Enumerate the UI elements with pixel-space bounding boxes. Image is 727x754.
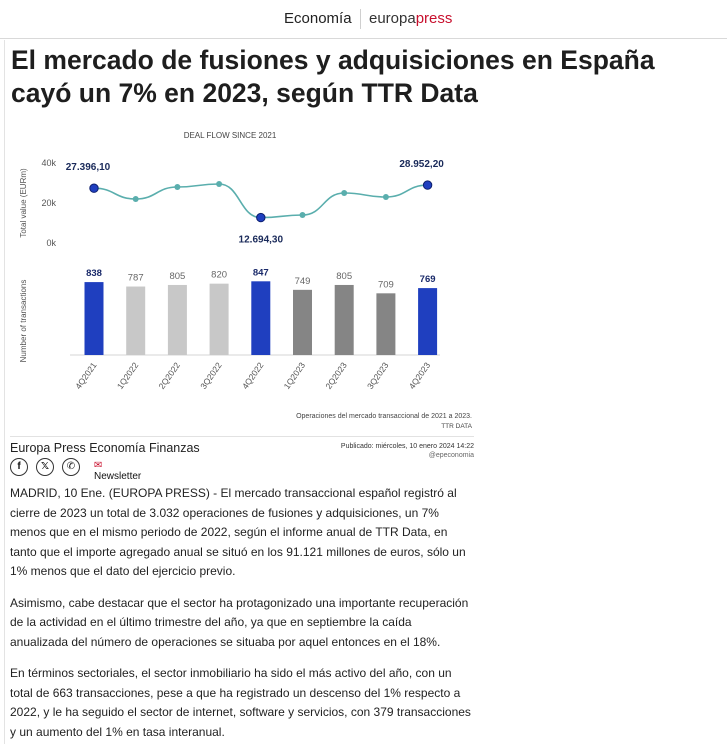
value-point [174, 184, 180, 190]
value-line [94, 184, 428, 218]
x-tick-label: 4Q2023 [406, 360, 433, 391]
paragraph: Asimismo, cabe destacar que el sector ha protagonizado una importante recuperación de la actividad en el último trimestre del año, ya que en septiembre la caída anualizada del número de operaciones se situaba por aquel entonces en el 18%. [10, 595, 469, 649]
line-y-tick-label: 40k [41, 158, 56, 168]
x-tick-label: 2Q2023 [323, 360, 349, 391]
transaction-bar [418, 288, 437, 355]
bar-data-label: 847 [252, 267, 269, 279]
x-tick-label: 4Q2021 [73, 360, 99, 391]
transaction-bar [126, 287, 145, 355]
value-point [383, 194, 389, 200]
brand-logo-part-a: europa [369, 10, 416, 27]
chart-caption: Operaciones del mercado transaccional de 2021 a 2023. [296, 413, 472, 420]
article-body [10, 484, 472, 754]
value-point [300, 212, 306, 218]
value-data-label: 12.694,30 [238, 234, 284, 246]
value-point [341, 190, 347, 196]
paragraph: En términos sectoriales, el sector inmobiliario ha sido el más activo del año, con un total de 663 transacciones, pese a que ha registrado un descenso del 1% respecto a 2022, y le ha seguido el sector de internet, software y servicios, con 379 transacciones y un aumento del 1% en tasa interanual. [10, 666, 471, 739]
published-date: Publicado: miércoles, 10 enero 2024 14:22 [340, 443, 474, 450]
x-tick-label: 1Q2022 [114, 360, 141, 391]
bar-y-axis-label: Number of transactions [19, 279, 28, 363]
twitter-icon[interactable]: 𝕏 [36, 458, 54, 476]
header-divider [360, 9, 361, 29]
whatsapp-icon[interactable]: ✆ [62, 458, 80, 476]
transaction-bar [85, 282, 104, 355]
twitter-handle[interactable]: @epeconomia [428, 452, 474, 459]
bar-data-label: 820 [211, 269, 228, 281]
bar-data-label: 769 [419, 274, 436, 286]
bar-data-label: 805 [169, 270, 186, 282]
bar-data-label: 709 [377, 279, 394, 291]
bar-data-label: 838 [86, 268, 102, 280]
value-point [257, 213, 265, 221]
brand-logo[interactable] [369, 10, 452, 27]
author[interactable]: Europa Press Economía Finanzas [10, 441, 200, 455]
newsletter-label: Newsletter [94, 471, 142, 482]
line-y-tick-label: 0k [46, 238, 56, 248]
line-y-axis-label: Total value (EURm) [19, 168, 28, 238]
transaction-bar [168, 285, 187, 355]
article-headline: El mercado de fusiones y adquisiciones en España cayó un 7% en 2023, según TTR Data [11, 45, 655, 108]
value-point [423, 181, 431, 189]
bar-data-label: 787 [127, 272, 144, 284]
value-point [216, 181, 222, 187]
paragraph: MADRID, 10 Ene. (EUROPA PRESS) - El mercado transaccional español registró al cierre de 2023 un total de 3.032 operaciones de fusiones y adquisiciones, un 7% menos que en el mismo periodo de 2022, según el informe anual de TTR Data, en tanto que el importe agregado anual se situó en los 91.121 millones de euros, sólo un 1% menos que el dato del ejercicio previo. [10, 486, 466, 578]
line-y-tick-label: 20k [41, 198, 56, 208]
deal-flow-chart [10, 125, 480, 435]
x-tick-label: 3Q2022 [198, 360, 224, 391]
transaction-bar [335, 285, 354, 355]
newsletter-link[interactable] [94, 460, 141, 482]
bar-data-label: 749 [294, 275, 311, 287]
transaction-bar [376, 293, 395, 355]
chart-figure [10, 125, 480, 435]
bar-data-label: 805 [336, 270, 353, 282]
value-data-label: 28.952,20 [399, 159, 444, 171]
site-header [0, 0, 727, 39]
x-tick-label: 4Q2022 [239, 360, 266, 391]
x-tick-label: 3Q2023 [364, 360, 391, 391]
x-tick-label: 1Q2023 [281, 360, 308, 391]
section-link[interactable]: Economía [284, 10, 352, 27]
value-point [90, 184, 98, 192]
value-point [133, 196, 139, 202]
chart-title: DEAL FLOW SINCE 2021 [183, 131, 277, 140]
brand-logo-part-b: press [415, 10, 453, 27]
transaction-bar [210, 284, 229, 355]
chart-credit: TTR DATA [441, 423, 472, 430]
byline [10, 436, 474, 459]
transaction-bar [251, 281, 270, 355]
x-tick-label: 2Q2022 [156, 360, 183, 391]
value-data-label: 27.396,10 [65, 162, 111, 174]
envelope-icon: ✉ [94, 460, 103, 471]
facebook-icon[interactable]: f [10, 458, 28, 476]
transaction-bar [293, 290, 312, 355]
